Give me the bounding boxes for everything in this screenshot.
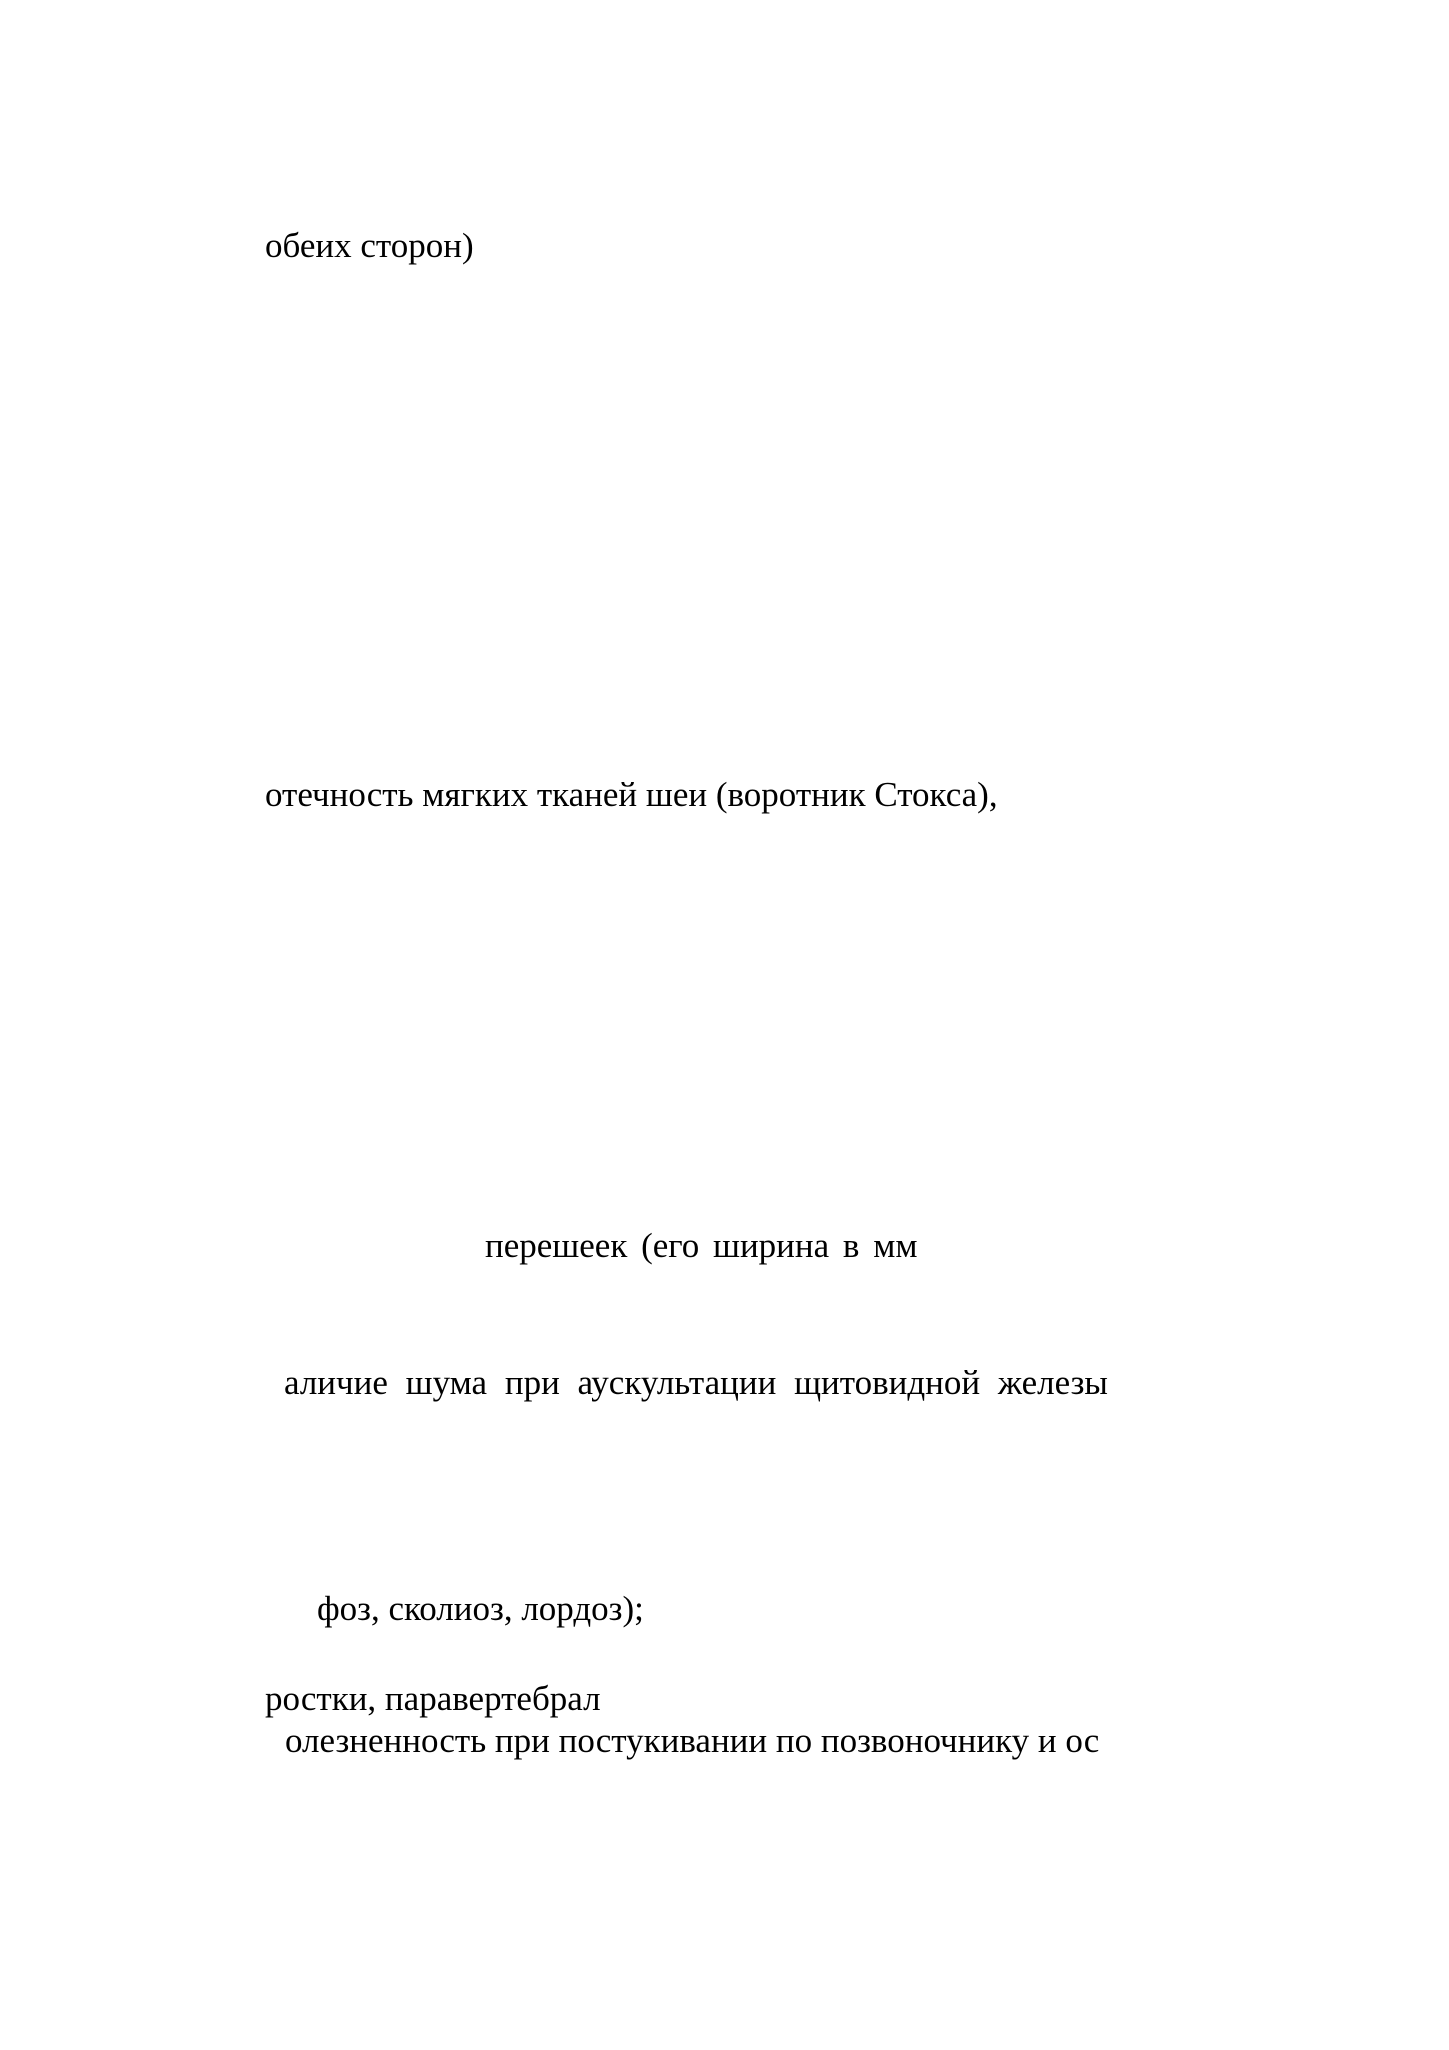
text-line: аличие шума при аускультации щитовидной железы <box>284 1363 1108 1402</box>
text-line: ростки, паравертебрал <box>265 1679 601 1718</box>
text-line: олезненность при постукивании по позвоночнику и ос <box>285 1721 1100 1760</box>
text-line: отечность мягких тканей шеи (воротник Стокса), <box>265 775 998 814</box>
text-line: перешеек (его ширина в мм <box>485 1226 918 1265</box>
text-line: обеих сторон) <box>265 226 474 265</box>
text-line: фоз, сколиоз, лордоз); <box>317 1589 644 1628</box>
